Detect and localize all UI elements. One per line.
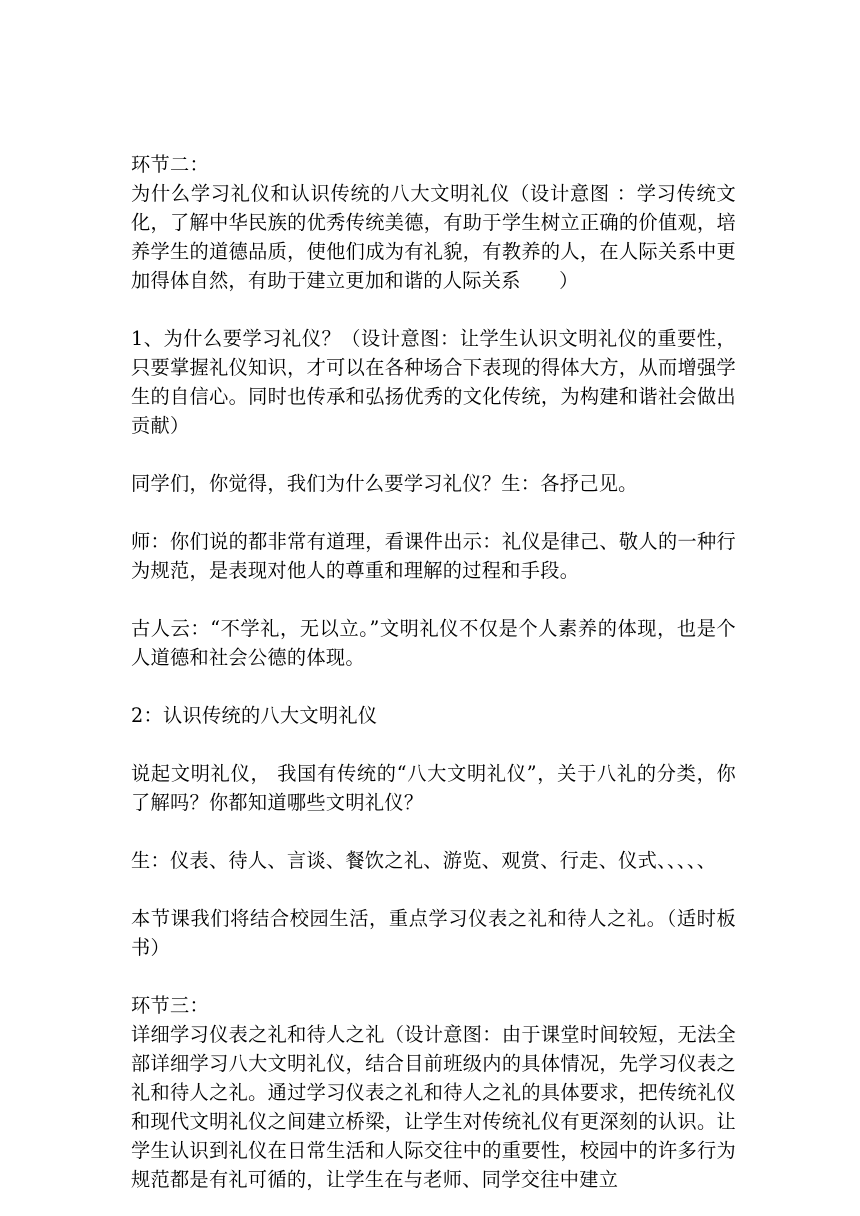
paragraph: 1、为什么要学习礼仪？（设计意图：让学生认识文明礼仪的重要性，只要掌握礼仪知识，才可以在各种场合下表现的得体大方，从而增强学生的自信心。同时也传承和弘扬优秀的文化传统，为构建和谐社会做出贡献） (131, 327, 736, 437)
paragraph-spacer (131, 730, 736, 759)
paragraph: 本节课我们将结合校园生活，重点学习仪表之礼和待人之礼。（适时板书） (131, 907, 736, 959)
paragraph-spacer (131, 295, 736, 324)
paragraph-spacer (131, 585, 736, 614)
paragraph: 详细学习仪表之礼和待人之礼（设计意图：由于课堂时间较短，无法全部详细学习八大文明礼仪，结合目前班级内的具体情况，先学习仪表之礼和待人之礼。通过学习仪表之礼和待人之礼的具体要求，把传统礼仪和现代文明礼仪之间建立桥梁，让学生对传统礼仪有更深刻的认识。让学生认识到礼仪在日常生活和人际交往中的重要性，校园中的许多行为规范都是有礼可循的，让学生在与老师、同学交往中建立 (131, 1023, 736, 1191)
paragraph: 为什么学习礼仪和认识传统的八大文明礼仪（设计意图 ：学习传统文化，了解中华民族的优秀传统美德，有助于学生树立正确的价值观，培养学生的道德品质，使他们成为有礼貌，有教养的人，在人际关系中更加得体自然，有助于建立更加和谐的人际关系 ） (131, 182, 736, 292)
paragraph: 古人云：“不学礼，无以立。”文明礼仪不仅是个人素养的体现，也是个人道德和社会公德的体现。 (131, 617, 736, 669)
paragraph: 师：你们说的都非常有道理，看课件出示：礼仪是律己、敬人的一种行为规范，是表现对他人的尊重和理解的过程和手段。 (131, 530, 736, 582)
paragraph-spacer (131, 498, 736, 527)
paragraph-spacer (131, 672, 736, 701)
paragraph: 说起文明礼仪， 我国有传统的“八大文明礼仪”，关于八礼的分类，你了解吗？你都知道哪些文明礼仪？ (131, 762, 736, 814)
document-body (131, 150, 736, 1194)
paragraph-spacer (131, 817, 736, 846)
paragraph-spacer (131, 440, 736, 469)
paragraph: 环节二： (131, 153, 209, 176)
paragraph: 同学们，你觉得，我们为什么要学习礼仪？生：各抒己见。 (131, 472, 638, 495)
paragraph: 2：认识传统的八大文明礼仪 (131, 704, 378, 727)
paragraph: 生：仪表、待人、言谈、餐饮之礼、游览、观赏、行走、仪式、、、、、 (131, 849, 717, 872)
paragraph-spacer (131, 875, 736, 904)
paragraph: 环节三： (131, 994, 209, 1017)
paragraph-spacer (131, 962, 736, 991)
